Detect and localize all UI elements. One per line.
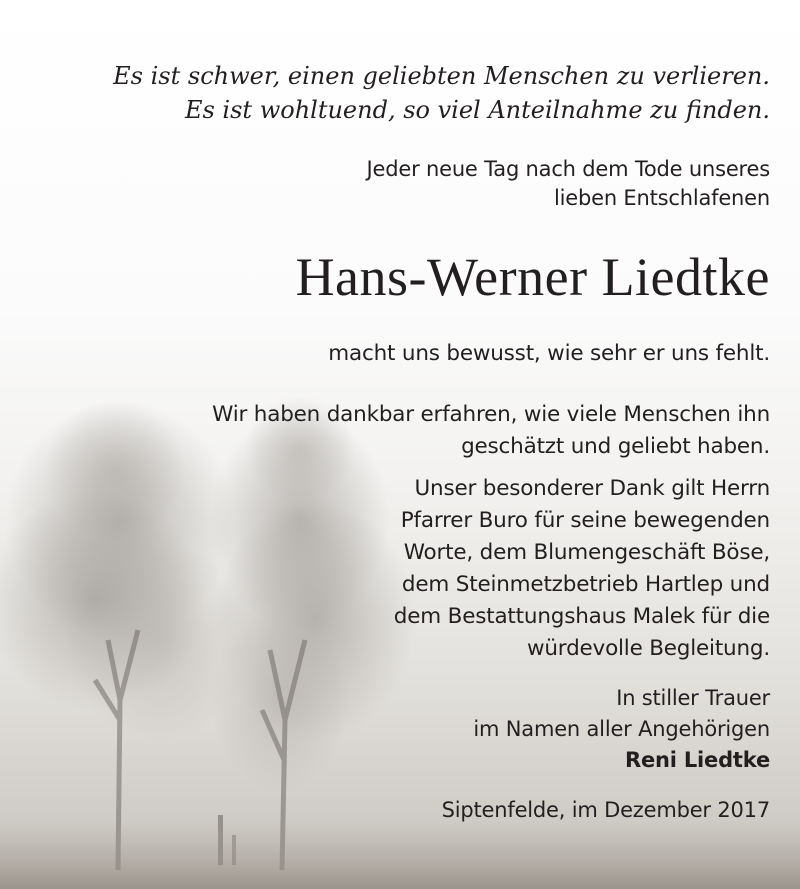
thanks-line-3: Worte, dem Blumengeschäft Böse, bbox=[403, 540, 770, 565]
quote-line-1: Es ist schwer, einen geliebten Menschen zu verlieren. bbox=[113, 62, 770, 90]
signature-line-1: In stiller Trauer bbox=[616, 686, 770, 710]
signature-line-2: im Namen aller Angehörigen bbox=[473, 717, 770, 741]
place-date: Siptenfelde, im Dezember 2017 bbox=[441, 798, 770, 822]
quote-line-2: Es ist wohltuend, so viel Anteilnahme zu finden. bbox=[184, 96, 770, 124]
thanks-line-6: würdevolle Begleitung. bbox=[527, 636, 770, 661]
thanks-line-2: Pfarrer Buro für seine bewegenden bbox=[400, 508, 770, 533]
missed-line: macht uns bewusst, wie sehr er uns fehlt. bbox=[328, 341, 770, 366]
gratitude-line-1: Wir haben dankbar erfahren, wie viele Menschen ihn bbox=[212, 402, 770, 427]
gratitude-line-2: geschätzt und geliebt haben. bbox=[461, 434, 770, 459]
thanks-line-1: Unser besonderer Dank gilt Herrn bbox=[414, 476, 770, 501]
intro-line-2: lieben Entschlafenen bbox=[554, 186, 770, 210]
thanks-line-5: dem Bestattungshaus Malek für die bbox=[393, 604, 770, 629]
mourner-name: Reni Liedtke bbox=[624, 748, 770, 772]
intro-line-1: Jeder neue Tag nach dem Tode unseres bbox=[366, 157, 770, 181]
right-tree bbox=[210, 395, 415, 870]
ground bbox=[0, 820, 800, 889]
thanks-line-4: dem Steinmetzbetrieb Hartlep und bbox=[401, 572, 770, 597]
deceased-name: Hans-Werner Liedtke bbox=[295, 247, 770, 307]
